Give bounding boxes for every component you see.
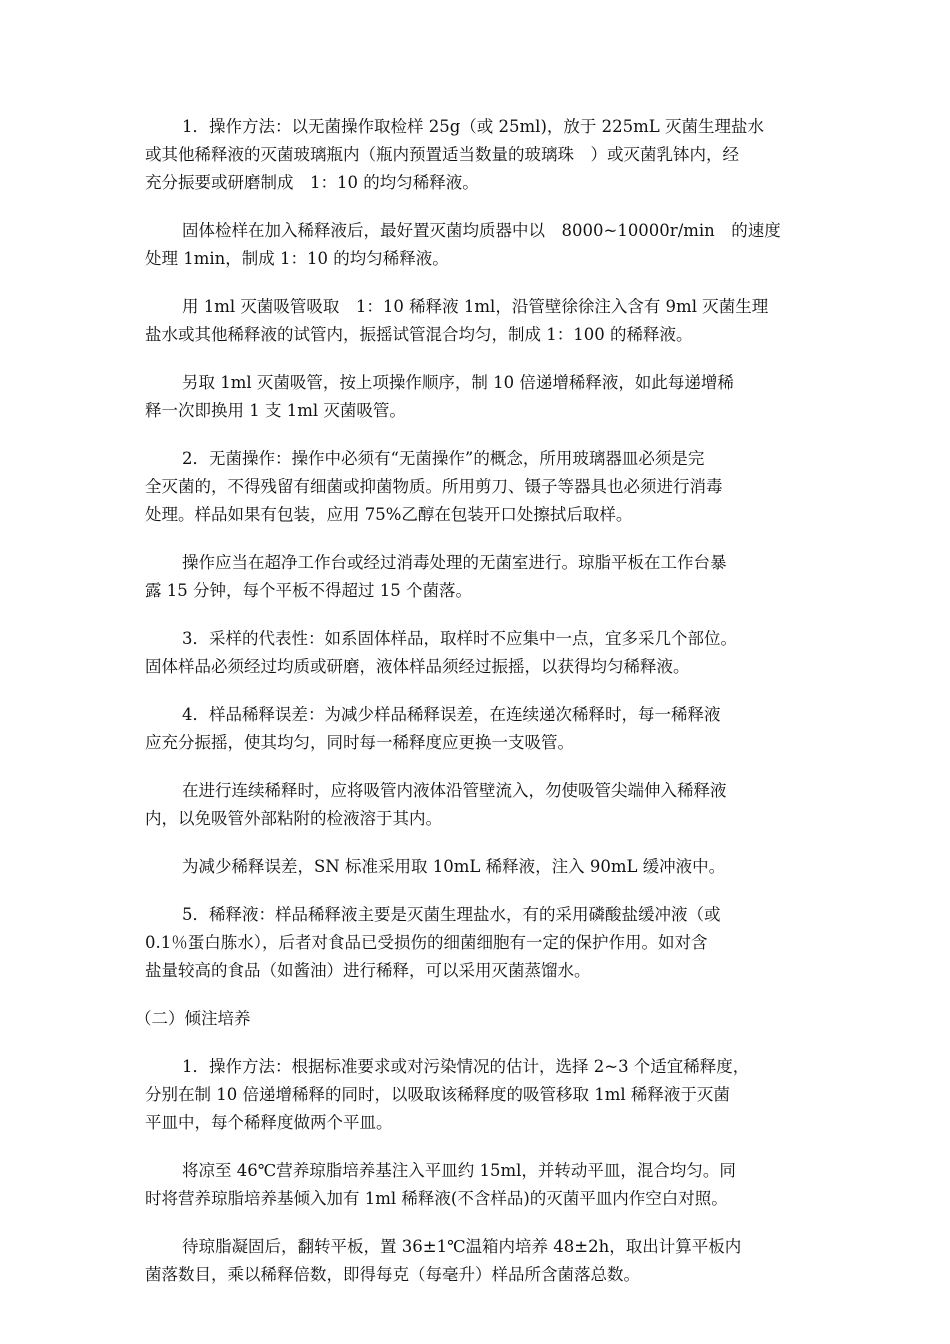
text-line: 1．操作方法：根据标准要求或对污染情况的估计，选择 2~3 个适宜稀释度， bbox=[182, 1057, 750, 1076]
text-line: 4．样品稀释误差：为减少样品稀释误差，在连续递次稀释时，每一稀释液 bbox=[182, 705, 721, 724]
paragraph-incubation bbox=[145, 1233, 810, 1289]
text-line: 0.1％蛋白胨水），后者对食品已受损伤的细菌细胞有一定的保护作用。如对含 bbox=[145, 933, 708, 952]
text-line: 盐量较高的食品（如酱油）进行稀释，可以采用灭菌蒸馏水。 bbox=[145, 961, 591, 980]
text-line: 时将营养琼脂培养基倾入加有 1ml 稀释液(不含样品)的灭菌平皿内作空白对照。 bbox=[145, 1189, 728, 1208]
text-line: 平皿中，每个稀释度做两个平皿。 bbox=[145, 1113, 393, 1132]
text-line: 为减少稀释误差，SN 标准采用取 10mL 稀释液，注入 90mL 缓冲液中。 bbox=[182, 857, 726, 876]
text-line: 待琼脂凝固后，翻转平板，置 36±1℃温箱内培养 48±2h，取出计算平板内 bbox=[182, 1237, 742, 1256]
text-line: 1．操作方法：以无菌操作取检样 25g（或 25ml)，放于 225mL 灭菌生理盐水 bbox=[182, 117, 764, 136]
text-line: 处理。样品如果有包装，应用 75%乙醇在包装开口处擦拭后取样。 bbox=[145, 505, 633, 524]
text-line: 用 1ml 灭菌吸管吸取 1：10 稀释液 1ml，沿管壁徐徐注入含有 9ml 灭菌生理 bbox=[182, 297, 769, 316]
paragraph-solid-sample bbox=[145, 217, 810, 273]
text-line: 释一次即换用 1 支 1ml 灭菌吸管。 bbox=[145, 401, 406, 420]
section-heading: （二）倾注培养 bbox=[135, 1009, 251, 1028]
text-line: 全灭菌的，不得残留有细菌或抑菌物质。所用剪刀、镊子等器具也必须进行消毒 bbox=[145, 477, 723, 496]
text-line: 应充分振摇，使其均匀，同时每一稀释度应更换一支吸管。 bbox=[145, 733, 574, 752]
paragraph-agar-pour bbox=[145, 1157, 810, 1213]
text-line: 固体检样在加入稀释液后，最好置灭菌均质器中以 8000~10000r/min 的速度 bbox=[182, 221, 781, 240]
paragraph-diluent bbox=[145, 901, 810, 985]
paragraph-clean-bench bbox=[145, 549, 810, 605]
text-line: 内，以免吸管外部粘附的检液溶于其内。 bbox=[145, 809, 442, 828]
paragraph-aseptic-operation bbox=[145, 445, 810, 529]
paragraph-sampling-representativeness bbox=[145, 625, 810, 681]
paragraph-pipette-dilution bbox=[145, 293, 810, 349]
paragraph-dilution-error bbox=[145, 701, 810, 757]
document-body bbox=[135, 113, 810, 1309]
text-line: 露 15 分钟，每个平板不得超过 15 个菌落。 bbox=[145, 581, 472, 600]
text-line: 盐水或其他稀释液的试管内，振摇试管混合均匀，制成 1：100 的稀释液。 bbox=[145, 325, 693, 344]
paragraph-pour-method bbox=[145, 1053, 810, 1137]
paragraph-serial-dilution bbox=[145, 369, 810, 425]
text-line: 3．采样的代表性：如系固体样品，取样时不应集中一点，宜多采几个部位。 bbox=[182, 629, 737, 648]
paragraph-continuous-dilution bbox=[145, 777, 810, 833]
text-line: 固体样品必须经过均质或研磨，液体样品须经过振摇，以获得均匀稀释液。 bbox=[145, 657, 690, 676]
text-line: 2．无菌操作：操作中必须有“无菌操作”的概念，所用玻璃器皿必须是完 bbox=[182, 449, 705, 468]
text-line: 菌落数目，乘以稀释倍数，即得每克（每毫升）样品所含菌落总数。 bbox=[145, 1265, 640, 1284]
text-line: 将凉至 46℃营养琼脂培养基注入平皿约 15ml，并转动平皿，混合均匀。同 bbox=[182, 1161, 736, 1180]
text-line: 分别在制 10 倍递增稀释的同时，以吸取该稀释度的吸管移取 1ml 稀释液于灭菌 bbox=[145, 1085, 730, 1104]
text-line: 另取 1ml 灭菌吸管，按上项操作顺序，制 10 倍递增稀释液，如此每递增稀 bbox=[182, 373, 734, 392]
paragraph-operation-method bbox=[145, 113, 810, 197]
paragraph-sn-standard bbox=[145, 853, 810, 881]
text-line: 处理 1min，制成 1：10 的均匀稀释液。 bbox=[145, 249, 449, 268]
text-line: 5．稀释液：样品稀释液主要是灭菌生理盐水，有的采用磷酸盐缓冲液（或 bbox=[182, 905, 721, 924]
text-line: 或其他稀释液的灭菌玻璃瓶内（瓶内预置适当数量的玻璃珠 ）或灭菌乳钵内，经 bbox=[145, 145, 739, 164]
text-line: 充分振要或研磨制成 1：10 的均匀稀释液。 bbox=[145, 173, 479, 192]
text-line: 操作应当在超净工作台或经过消毒处理的无菌室进行。琼脂平板在工作台暴 bbox=[182, 553, 727, 572]
text-line: 在进行连续稀释时，应将吸管内液体沿管壁流入，勿使吸管尖端伸入稀释液 bbox=[182, 781, 727, 800]
